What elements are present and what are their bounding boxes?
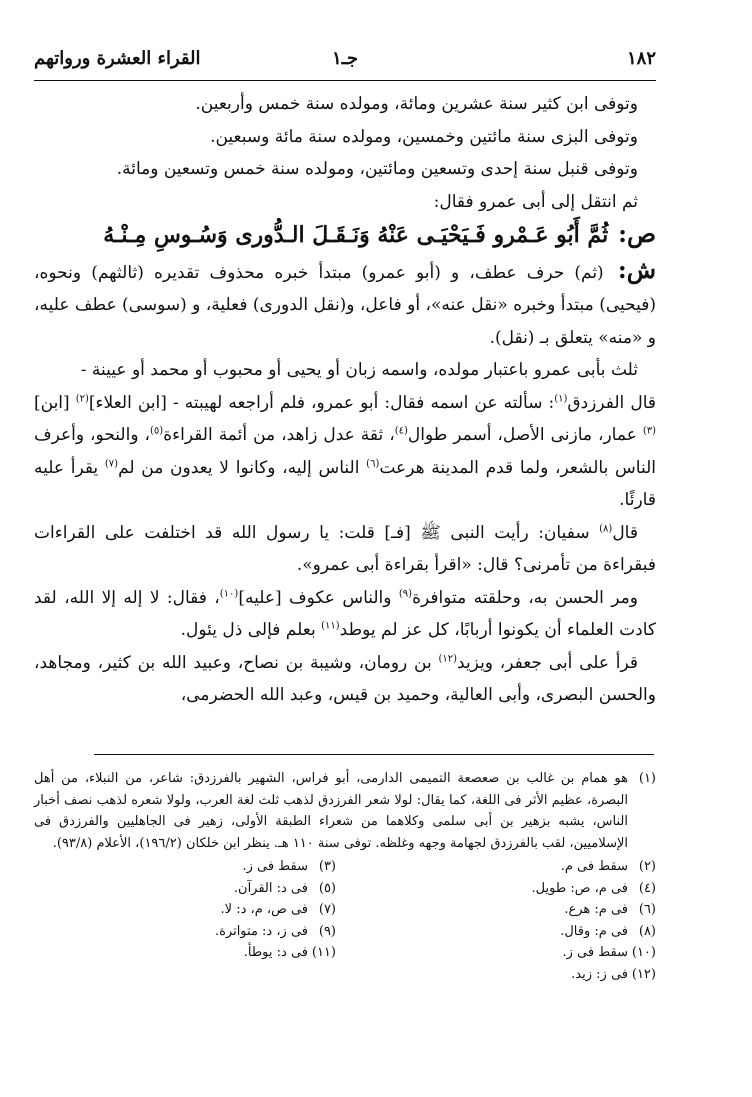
text-span: يقرأ عليه قارئًا. bbox=[34, 457, 656, 510]
matn-verse bbox=[34, 218, 656, 254]
footnote-text: سقط فى ز. bbox=[242, 859, 308, 874]
footnote-ref[interactable]: (٨) bbox=[599, 522, 613, 534]
verse-text: ثُمَّ أَبُو عَـمْرو فَـيَحْيَـى عَنْهُ وَنَـقَـلَ الـدُّورى وَسُـوسِ مِـنْـهُ bbox=[103, 222, 609, 248]
footnote-text: فى م، ص: طويل. bbox=[531, 880, 628, 896]
footnote-ref[interactable]: (٩) bbox=[398, 587, 413, 599]
footnote-ref[interactable]: (١٢) bbox=[438, 652, 458, 664]
footnote-text: هو همام بن غالب بن صعصعة التميمى الدارمى، أبو فراس، الشهير بالفرزدق: شاعر، من النبلاء، من أهل البصرة، عظيم الأثر فى اللغة، كما يقال: لولا شعر الفرزدق لذهب ثلث لغة العرب، ولولا شعره لذهب نصف أخبار الناس، يشبه بزهير بن أبى سلمى وكلاهما من شعراء الطبقة الأولى، زهير فى الجاهليين والفرزدق فى الإسلاميين، لقب بالفرزدق لجهامة وجهه وغلظه. توفى سنة ١١٠ هـ. ينظر ابن خلكان (١٩٦/٢)، الأعلام (٩٣/٨). bbox=[34, 771, 628, 851]
footnote-number: (٧) bbox=[318, 902, 336, 917]
footnote-item bbox=[336, 878, 656, 900]
footnote-ref[interactable]: (٤) bbox=[394, 425, 408, 437]
text-span: قال الفرزدق bbox=[567, 392, 656, 413]
text-span: بن رومان، وشيبة بن نصاح، وعبيد الله بن كثير، ومجاهد، والحسن البصرى، وأبى العالية، وحميد بن قيس، وعبد الله الحضرمى، bbox=[34, 652, 656, 705]
footnote-item bbox=[34, 878, 336, 900]
footnote-number: (٦) bbox=[638, 902, 656, 917]
text-span: عمار، مازنى الأصل، أسمر طوال bbox=[407, 425, 643, 445]
footnote-ref[interactable]: (١) bbox=[554, 392, 568, 404]
footnote-ref[interactable]: (٢) bbox=[75, 392, 89, 404]
text-line: وتوفى قنبل سنة إحدى وتسعين ومائتين، ومولده سنة خمس وتسعين ومائة. bbox=[116, 159, 638, 179]
footnote-item bbox=[34, 942, 336, 964]
footnotes bbox=[34, 768, 656, 985]
paragraph bbox=[34, 387, 656, 517]
text-span: سفيان: رأيت النبى ﷺ [فـ] قلت: يا رسول الله قد اختلفت على القراءات فبقراءة من تأمرنى؟ قال: «اقرأ بقراءة أبى عمرو». bbox=[34, 522, 656, 575]
footnote-ref[interactable]: (١١) bbox=[321, 620, 340, 632]
footnote-item bbox=[34, 899, 336, 921]
text-span: : سألته عن اسمه فقال: أبو عمرو، فلم أراجعه لهيبته - [ابن العلاء] bbox=[88, 392, 555, 413]
footnote-rule bbox=[94, 754, 654, 755]
page-header bbox=[34, 44, 656, 76]
text-span: والناس عكوف [عليه] bbox=[238, 587, 399, 608]
footnote-number: (٤) bbox=[638, 880, 656, 896]
sad-marker: ص: bbox=[618, 219, 656, 248]
paragraph bbox=[34, 517, 656, 582]
footnote-number: (١) bbox=[638, 771, 656, 786]
footnote-number: (٢) bbox=[638, 859, 656, 874]
footnote-1 bbox=[34, 768, 656, 854]
footnote-text: فى ص، م، د: لا. bbox=[220, 902, 308, 917]
text-line: وتوفى البزى سنة مائتين وخمسين، ومولده سنة مائة وسبعين. bbox=[210, 126, 638, 147]
footnote-text: فى د: القرآن. bbox=[233, 880, 308, 896]
footnote-ref[interactable]: (٧) bbox=[104, 457, 119, 469]
text-span: [ابن] bbox=[34, 392, 76, 413]
text-span: ومر الحسن به، وحلقته متوافرة bbox=[412, 587, 638, 608]
footnote-item bbox=[336, 921, 656, 943]
footnote-number: (٣) bbox=[318, 859, 336, 874]
footnote-text: فى ز: زيد. bbox=[571, 966, 628, 982]
shin-marker: ش: bbox=[617, 254, 656, 284]
text-span: الناس إليه، وكانوا لا يعدون من لم bbox=[118, 457, 367, 478]
footnote-ref[interactable]: (٥) bbox=[150, 425, 164, 437]
footnote-text: فى م: هرع. bbox=[564, 902, 628, 917]
text-line: ثم انتقل إلى أبى عمرو فقال: bbox=[433, 191, 638, 212]
header-rule bbox=[34, 80, 656, 81]
footnote-item bbox=[336, 942, 656, 964]
footnote-item bbox=[336, 964, 656, 986]
footnote-text: سقط فى ز. bbox=[562, 945, 628, 960]
page-number: ١٨٢ bbox=[626, 48, 656, 69]
running-title: القراء العشرة ورواتهم bbox=[34, 48, 201, 69]
footnote-text: فى د: يوطأ. bbox=[243, 945, 308, 960]
sharh-paragraph bbox=[34, 254, 656, 355]
footnote-text: سقط فى م. bbox=[560, 859, 628, 874]
sharh-text: (ثم) حرف عطف، و (أبو عمرو) مبتدأ خبره محذوف تقديره (ثالثهم) ونحوه، (فيحيى) مبتدأ وخبره «نقل عنه»، أو فاعل، و(نقل الدورى) فعلية، و (سوسى) عطف عليه، و «منه» يتعلق بـ (نقل). bbox=[34, 262, 656, 348]
volume-label: جـ١ bbox=[331, 48, 359, 69]
main-text bbox=[34, 88, 656, 712]
footnote-item bbox=[34, 921, 336, 943]
text-span: قرأ على أبى جعفر، ويزيد bbox=[457, 652, 639, 673]
short-footnotes bbox=[34, 856, 656, 985]
footnote-ref[interactable]: (٣) bbox=[642, 425, 657, 437]
footnote-number: (٩) bbox=[318, 923, 336, 939]
footnote-ref[interactable]: (٦) bbox=[366, 457, 380, 469]
footnote-item bbox=[34, 856, 336, 878]
footnote-item bbox=[336, 856, 656, 878]
text-span: ، فقال: لا إله إلا الله، لقد كادت العلماء أن يكونوا أربابًا، كل عز لم يوطد bbox=[34, 587, 656, 640]
footnote-number: (١٢) bbox=[631, 966, 656, 982]
paragraph bbox=[34, 582, 656, 647]
footnote-number: (١١) bbox=[311, 945, 336, 960]
footnote-ref[interactable]: (١٠) bbox=[219, 587, 239, 599]
paragraph: ثلث بأبى عمرو باعتبار مولده، واسمه زبان أو يحيى أو محبوب أو محمد أو عيينة - bbox=[80, 360, 638, 380]
footnote-text: فى ز، د: متواترة. bbox=[214, 923, 308, 939]
text-line: وتوفى ابن كثير سنة عشرين ومائة، ومولده سنة خمس وأربعين. bbox=[195, 94, 638, 114]
footnote-number: (٨) bbox=[638, 923, 656, 939]
text-span: بعلم فإلى ذل يئول. bbox=[180, 620, 322, 640]
text-span: ، والنحو، وأعرف الناس بالشعر، ولما قدم المدينة هرعت bbox=[34, 425, 656, 478]
footnote-number: (٥) bbox=[318, 880, 336, 896]
footnote-item bbox=[336, 899, 656, 921]
footnote-number: (١٠) bbox=[631, 945, 656, 960]
footnote-text: فى م: وقال. bbox=[560, 923, 628, 939]
text-span: قال bbox=[612, 522, 638, 543]
text-span: ، ثقة عدل زاهد، من أئمة القراءة bbox=[163, 425, 395, 445]
paragraph bbox=[34, 647, 656, 712]
